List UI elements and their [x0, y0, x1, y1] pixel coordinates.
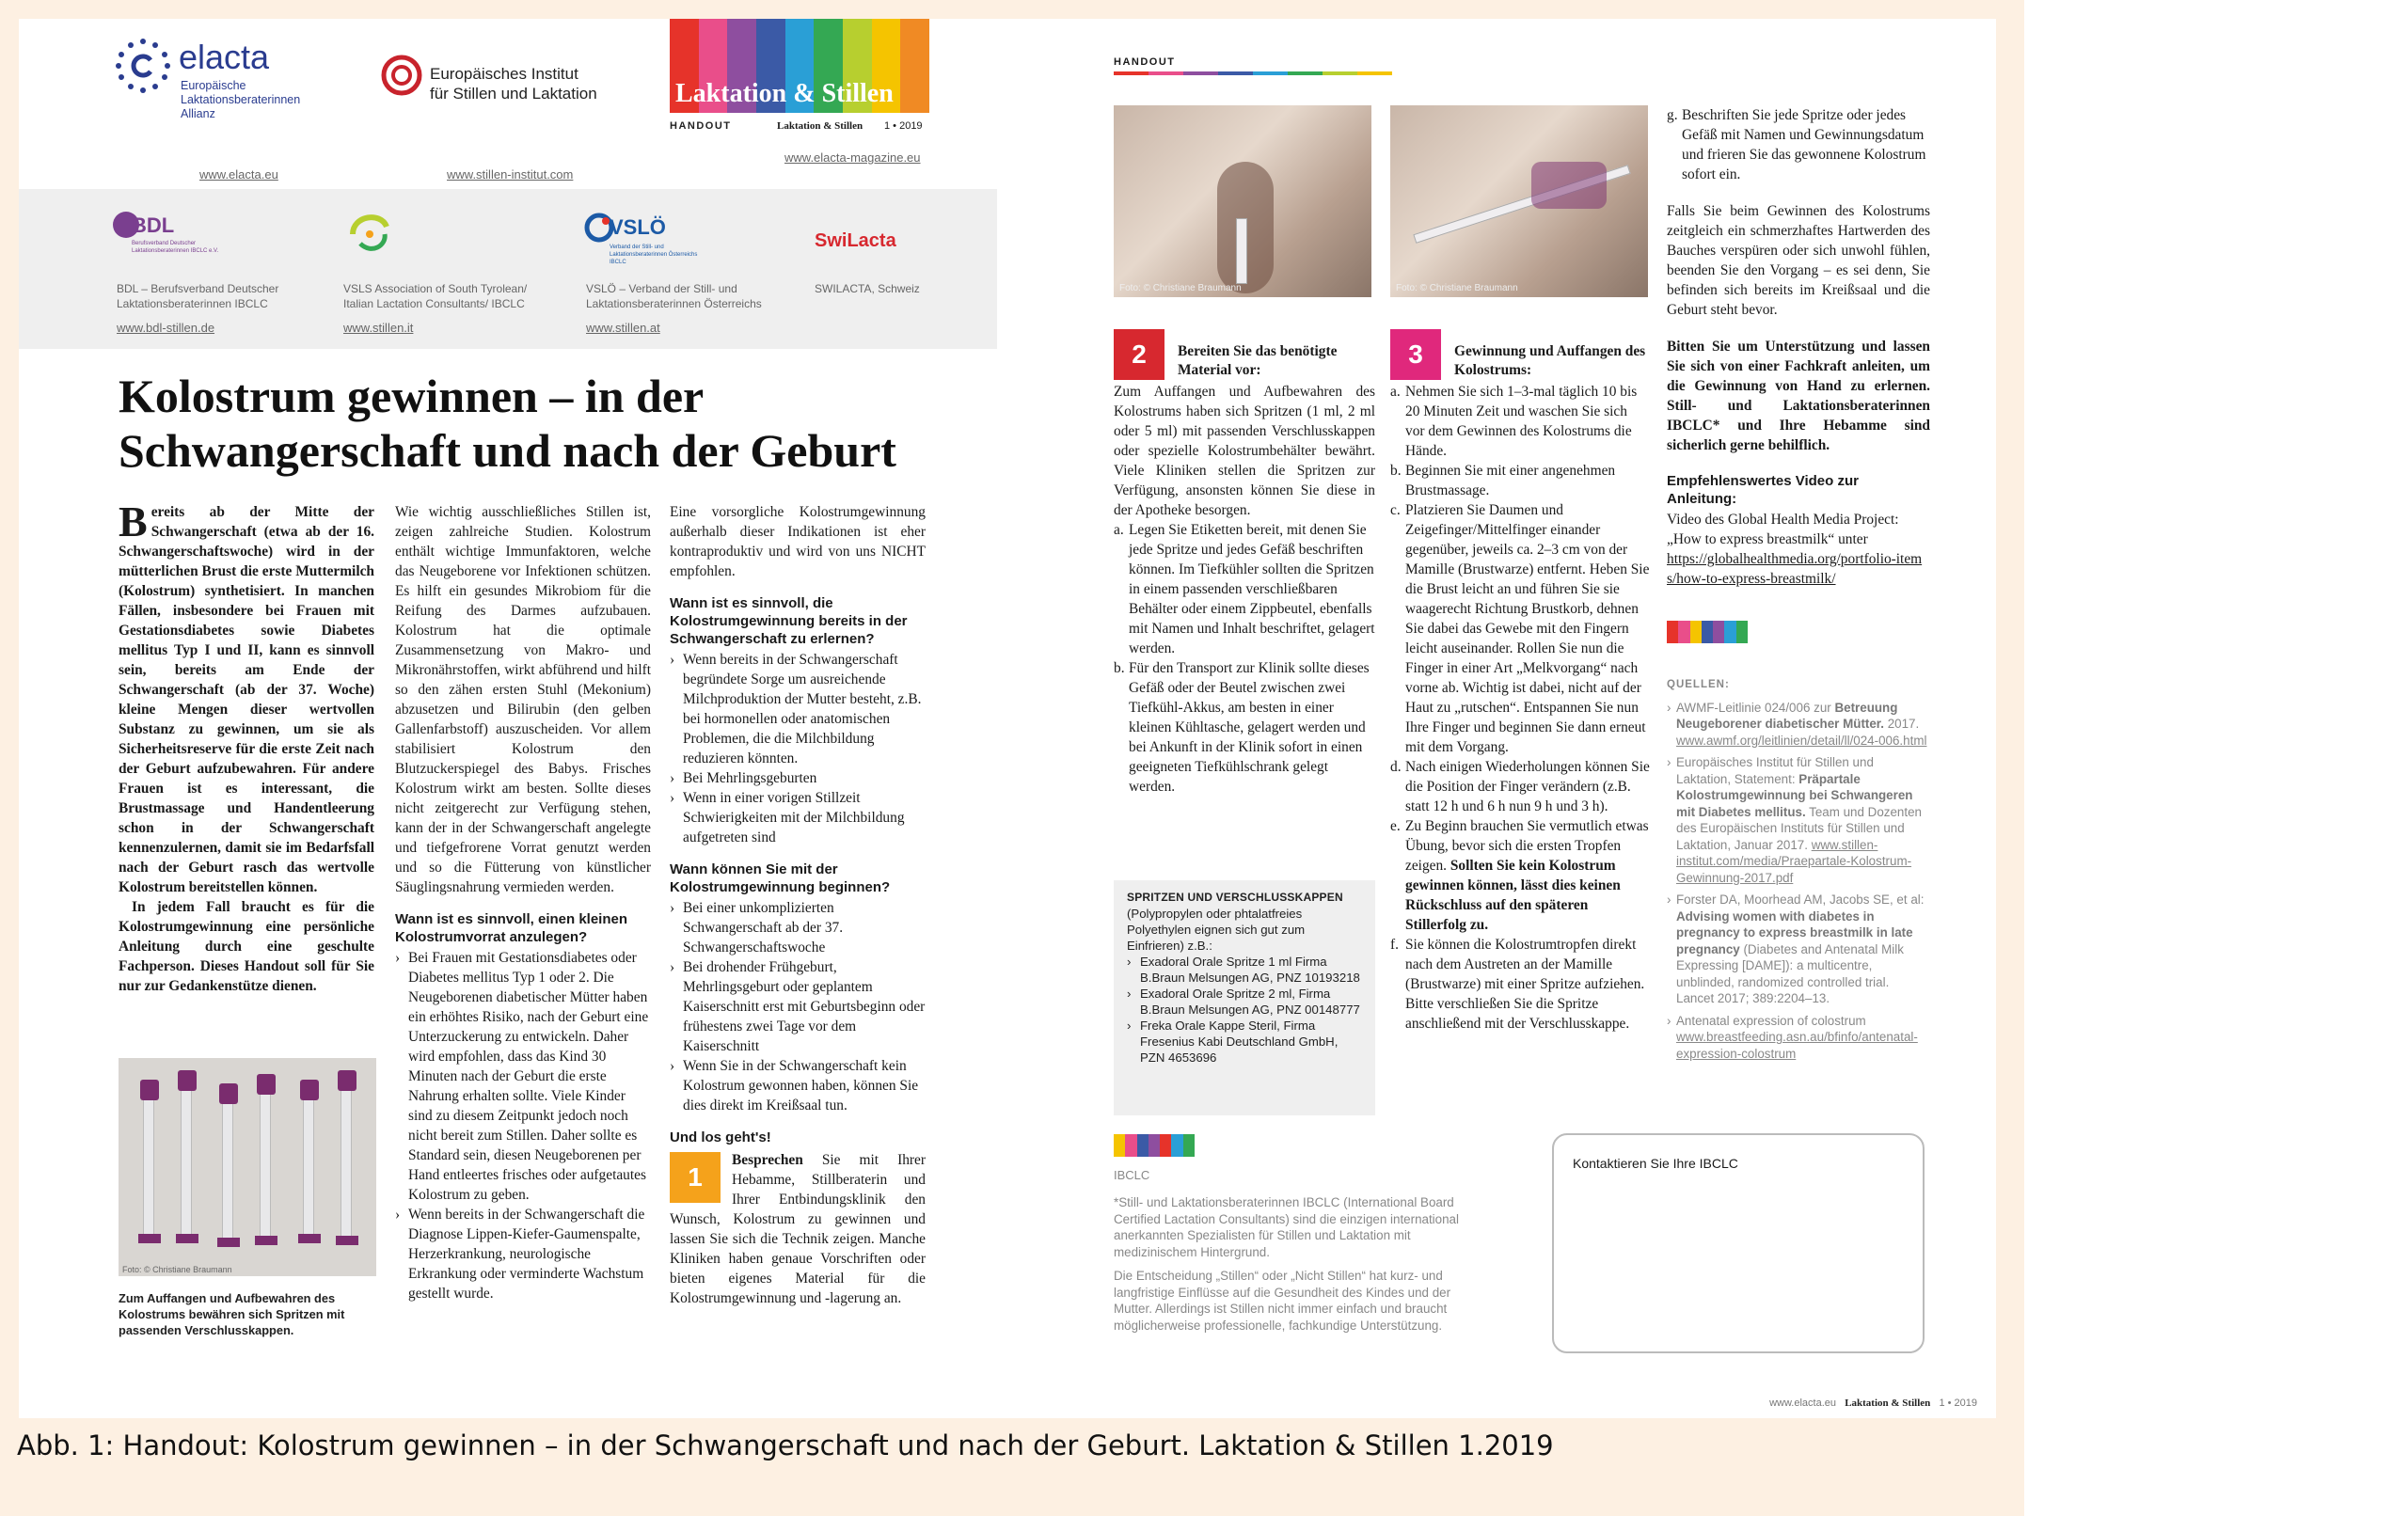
dropcap: B [119, 497, 148, 545]
list-item: › Wenn bereits in der Schwangerschaft die Diagnose Lippen-Kiefer-Gaumenspalte, Herzerkrankung, neurologische Erkrankung oder verminderte Wachstum gestellt wurde. [395, 1205, 651, 1303]
list-item: g. Beschriften Sie jede Spritze oder jedes Gefäß mit Namen und Gewinnungsdatum und frieren Sie das gewonnene Kolostrum sofort ein. [1667, 107, 1926, 182]
ibclc-title: IBCLC [1114, 1168, 1150, 1182]
col3-heading-2: Wann können Sie mit der Kolostrumgewinnung beginnen? [670, 861, 891, 895]
elacta-name: elacta [179, 38, 270, 76]
ibclc-p2: Die Entscheidung „Stillen“ oder „Nicht Stillen“ hat kurz- und langfristige Einflüsse auf die Gesundheit des Kindes und der Mutter. Allerdings ist Stillen nicht immer einfach und braucht möglicherweise professionelle, fachkundige Unterstützung. [1114, 1269, 1451, 1333]
list-item: › Wenn in einer vorigen Stillzeit Schwierigkeiten mit der Milchbildung aufgetreten sind [670, 788, 926, 847]
elacta-star-icon [113, 36, 173, 96]
ls-issue-num: 1 • 2019 [884, 120, 923, 132]
source-link[interactable]: www.awmf.org/leitlinien/detail/ll/024-006.html [1676, 733, 1927, 748]
ibclc-colorbar [1114, 1134, 1195, 1157]
step2-number: 2 [1114, 329, 1164, 380]
page-title [119, 369, 965, 478]
step3-list-continued [1667, 105, 1930, 184]
step2-title: Bereiten Sie das benötigte Material vor: [1178, 343, 1338, 378]
source-link[interactable]: www.stillen-institut.com/media/Praepartale-Kolostrum-Gewinnung-2017.pdf [1676, 837, 1912, 885]
step1-title: Besprechen [732, 1152, 803, 1168]
page-title-line2: Schwangerschaft und nach der Geburt [119, 424, 896, 477]
support-paragraph: Bitten Sie um Unterstützung und lassen Sie sich von einer Fachkraft anleiten, um die Gewinnung von Hand zu erlernen. Still- und Laktationsberaterinnen IBCLC* und Ihre Hebamme sind sicherlich gerne behilflich. [1667, 339, 1930, 453]
step3-title: Gewinnung und Auffangen des Kolostrums: [1454, 343, 1646, 378]
step3-number: 3 [1390, 329, 1441, 380]
vsls-cap1: VSLS Association of South Tyrolean/ [343, 282, 528, 295]
esl-spiral-icon [381, 55, 422, 96]
col2-list [395, 948, 651, 1303]
vsls-logo [343, 206, 396, 262]
list-item: e. Zu Beginn brauchen Sie vermutlich etwas Übung, bevor sich die ersten Tropfen zeigen. Sollten Sie kein Kolostrum gewinnen können, lässt dies keinen Rückschluss auf den späteren Stillerfolg zu. [1390, 818, 1649, 933]
ls-issue-name: Laktation & Stillen [777, 120, 863, 132]
elacta-sub3: Allianz [181, 107, 215, 120]
ls-magazine-logo [670, 19, 929, 169]
source-item: › Forster DA, Moorhead AM, Jacobs SE, et al: Advising women with diabetes in pregnancy to express breastmilk in late pregnancy (Diabetes and Antenatal Milk Expressing [DAME]): a multicentre, unblinded, randomized controlled trial. Lancet 2017; 389:2204–13. [1667, 892, 1930, 1007]
right-handout-label: HANDOUT [1114, 56, 1176, 68]
source-item: › Antenatal expression of colostrum www.breastfeeding.asn.au/bfinfo/antenatal-expression-colostrum [1667, 1013, 1930, 1063]
list-item: › Bei Mehrlingsgeburten [670, 768, 926, 788]
bdl-cap1: BDL – Berufsverband Deutscher [117, 282, 279, 295]
col3-list-2 [670, 898, 926, 1115]
swilacta-mark: SwiLacta [815, 230, 896, 251]
step3-list [1390, 382, 1650, 1034]
ibclc-p1: *Still- und Laktationsberaterinnen IBCLC (International Board Certified Lactation Consultants) sind die einzigen international anerkannten Spezialisten für Stillen und Laktation mit medizinischem Hintergrund. [1114, 1195, 1459, 1259]
syringes-photo-credit: Foto: © Christiane Braumann [122, 1265, 232, 1274]
elacta-sub2: Laktationsberaterinnen [181, 93, 301, 106]
spritzen-box [1114, 880, 1375, 1115]
spritzen-list [1127, 954, 1362, 1066]
list-item: › Exadoral Orale Spritze 2 ml, Firma B.Braun Melsungen AG, PNZ 00148777 [1127, 986, 1362, 1018]
list-item: b. Beginnen Sie mit einer angenehmen Brustmassage. [1390, 463, 1616, 498]
handout-sheet [19, 19, 1996, 1418]
vsloe-cap1: VSLÖ – Verband der Still- und [586, 282, 737, 295]
source-item: › Europäisches Institut für Stillen und Laktation, Statement: Präpartale Kolostrumgewinnung bei Schwangeren mit Diabetes mellitus. Team und Dozenten des Europäischen Instituts für Stillen und Laktation, Januar 2017. www.stillen-institut.com/media/Praepartale-Kolostrum-Gewinnung-2017.pdf [1667, 754, 1930, 886]
list-item: b. Für den Transport zur Klinik sollte dieses Gefäß oder der Beutel zwischen zwei Tiefkühl-Akkus, am besten in einer kleinen Kühltasche, gelagert werden und bei Ankunft in der Klinik sofort in einen geeigneten Tiefkühlschrank gelegt werden. [1114, 660, 1370, 795]
list-item: › Exadoral Orale Spritze 1 ml Firma B.Braun Melsungen AG, PNZ 10193218 [1127, 954, 1362, 986]
video-heading: Empfehlenswertes Video zur Anleitung: [1667, 473, 1859, 507]
figure-caption: Abb. 1: Handout: Kolostrum gewinnen – in der Schwangerschaft und nach der Geburt. Laktation & Stillen 1.2019 [17, 1429, 1554, 1461]
syringes-photo-caption: Zum Auffangen und Aufbewahren des Kolostrums bewähren sich Spritzen mit passenden Verschlusskappen. [119, 1291, 345, 1337]
step1-text: Sie mit Ihrer Hebamme, Stillberaterin und Ihrer Entbindungsklinik den Wunsch, Kolostrum zu gewinnen und lassen Sie sich die Technik zeigen. Manche Kliniken haben genaue Vorschriften oder bieten eigenes Material für die Kolostrumgewinnung und -lagerung an. [670, 1152, 926, 1306]
list-item: › Freka Orale Kappe Steril, Firma Fresenius Kabi Deutschland GmbH, PZN 4653696 [1127, 1018, 1362, 1066]
footer-issue: 1 • 2019 [1939, 1398, 1977, 1409]
vsls-cap2: Italian Lactation Consultants/ IBCLC [343, 297, 525, 310]
bdl-url[interactable]: www.bdl-stillen.de [117, 321, 215, 335]
contact-label: Kontaktieren Sie Ihre IBCLC [1573, 1156, 1738, 1171]
spritzen-title: SPRITZEN UND VERSCHLUSSKAPPEN [1127, 891, 1343, 904]
vsloe-url[interactable]: www.stillen.at [586, 321, 660, 335]
swilacta-cap1: SWILACTA, Schweiz [815, 282, 920, 295]
source-item: › AWMF-Leitlinie 024/006 zur Betreuung Neugeborener diabetischer Mütter. 2017. www.awmf.org/leitlinien/detail/ll/024-006.html [1667, 700, 1930, 750]
esl-url[interactable]: www.stillen-institut.com [447, 167, 574, 182]
column-far-right [1667, 105, 1930, 589]
page-title-line1: Kolostrum gewinnen – in der [119, 370, 705, 422]
list-item: › Wenn bereits in der Schwangerschaft begründete Sorge um ausreichende Milchproduktion der Mutter besteht, z.B. bei hormonellen oder anatomischen Problemen, die die Milchbildung reduzieren könnten. [670, 650, 926, 768]
list-item: › Bei einer unkomplizierten Schwangerschaft ab der 37. Schwangerschaftswoche [670, 898, 926, 957]
sources-title: QUELLEN: [1667, 679, 1730, 690]
list-item: d. Nach einigen Wiederholungen können Sie die Position der Finger verändern (z.B. statt 12 h und 6 h nun 9 h und 3 h). [1390, 759, 1650, 814]
column-2 [395, 502, 651, 1303]
elacta-sub1: Europäische [181, 79, 246, 92]
list-item: a. Legen Sie Etiketten bereit, mit denen Sie jede Spritze und jedes Gefäß beschriften können. Im Tiefkühler sollten die Spritzen in einem passenden verschließbaren Behälter oder einem Zippbeutel, ebenfalls mit Namen und Inhalt beschriftet, gelagert werden. [1114, 522, 1375, 656]
video-link[interactable]: https://globalhealthmedia.org/portfolio-items/how-to-express-breastmilk/ [1667, 551, 1923, 587]
esl-name1: Europäisches Institut [430, 65, 578, 83]
quellen-colorbar [1667, 621, 1748, 643]
spritzen-sub: (Polypropylen oder phtalatfreies Polyethylen eignen sich gut zum Einfrieren) z.B.: [1127, 907, 1306, 953]
col3-heading-1: Wann ist es sinnvoll, die Kolostrumgewinnung bereits in der Schwangerschaft zu erlernen? [670, 595, 908, 647]
ls-handout: HANDOUT [670, 120, 732, 132]
vsls-swirl-icon [343, 206, 396, 259]
syringes-photo [119, 1058, 376, 1276]
ls-url[interactable]: www.elacta-magazine.eu [784, 150, 921, 165]
vsloe-sub: Verband der Still- und Laktationsberaterinnen Österreichs IBCLC [610, 245, 698, 265]
partner-logo-bar [19, 189, 997, 349]
list-item: f. Sie können die Kolostrumtropfen direkt nach dem Austreten an der Mamille (Brustwarze) mit einer Spritze aufziehen. Bitte verschließen Sie die Spritze anschließend mit der Verschlusskappe. [1390, 937, 1645, 1032]
list-item: › Bei drohender Frühgeburt, Mehrlingsgeburt oder geplantem Kaiserschnitt erst mit Geburtsbeginn oder frühestens zwei Tage vor dem Kaiserschnitt [670, 957, 926, 1056]
ibclc-text [1114, 1194, 1475, 1334]
expression-photo-1 [1114, 105, 1371, 297]
photo-1-credit: Foto: © Christiane Braumann [1119, 283, 1242, 293]
step1-number: 1 [670, 1152, 721, 1203]
esl-name2: für Stillen und Laktation [430, 85, 597, 103]
step2-column [1114, 329, 1375, 797]
vsls-url[interactable]: www.stillen.it [343, 321, 414, 335]
step2-header [1114, 329, 1375, 380]
video-text: Video des Global Health Media Project: „How to express breastmilk“ unter [1667, 512, 1899, 547]
bdl-mark: BDL [132, 213, 175, 237]
footer-url: www.elacta.eu [1769, 1398, 1837, 1409]
step2-list [1114, 520, 1375, 797]
intro-paragraph: Bereits ab der Mitte der Schwangerschaft (etwa ab der 16. Schwangerschaftswoche) wird in der mütterlichen Brust die erste Muttermilch (Kolostrum) synthetisiert. In manchen Fällen, insbesondere bei Frauen mit Gestationsdiabetes sowie Diabetes mellitus Typ I und II, kann es sinnvoll sein, bereits am Ende der Schwangerschaft (ab der 37. Woche) kleine Mengen dieser wertvollen Substanz zu gewinnen, um sie als Sicherheitsreserve für die erste Zeit nach der Geburt aufzubewahren. Für andere Frauen ist es interessant, die Brustmassage und Handentleerung schon in der Schwangerschaft kennenzulernen, damit sie im Bedarfsfall nach der Geburt rasch das wertvolle Kolostrum bereitstellen können. [119, 497, 374, 895]
intro-paragraph-2: In jedem Fall braucht es für die Kolostrumgewinnung eine persönliche Anleitung durch eine geschulte Fachperson. Dieses Handout soll für Sie nur zur Gedankenstütze dienen. [119, 899, 374, 994]
sources-section [1667, 677, 1930, 1067]
footer-name: Laktation & Stillen [1845, 1398, 1931, 1409]
bdl-cap2: Laktationsberaterinnen IBCLC [117, 297, 268, 310]
list-item: › Bei Frauen mit Gestationsdiabetes oder Diabetes mellitus Typ 1 oder 2. Die Neugeborenen diabetischer Mütter haben ein erhöhtes Risiko, nach der Geburt eine Unterzuckerung zu entwickeln. Daher wird empfohlen, dass das Kind 30 Minuten nach der Geburt die erste Nahrung erhalten sollte. Viele Kinder sind zu diesem Zeitpunkt jedoch noch nicht bereit zum Stillen. Daher sollte es Standard sein, diesen Neugeborenen per Hand entleertes frisches oder aufgetautes Kolostrum zu geben. [395, 948, 651, 1205]
elacta-url[interactable]: www.elacta.eu [199, 167, 278, 182]
list-item: c. Platzieren Sie Daumen und Zeigefinger/Mittelfinger einander gegenüber, jeweils ca. 2–3 cm von der Mamille (Brustwarze) entfernt. Heben Sie die Brust leicht an und führen Sie sie waagerecht Richtung Brustkorb, dehnen Sie dabei das Gewebe mit den Fingern leicht auseinander. Rollen Sie nun die Finger in einer Art „Melkvorgang“ nach vorne ab. Wichtig ist dabei, nicht auf der Haut zu „rutschen“. Entspannen Sie nun Ihre Finger und beginnen Sie dann erneut mit dem Vorgang. [1390, 502, 1650, 755]
page-footer [1769, 1398, 1977, 1409]
list-item: › Wenn Sie in der Schwangerschaft kein Kolostrum gewonnen haben, können Sie dies direkt im Kreißsaal tun. [670, 1056, 926, 1115]
column-1 [119, 497, 374, 996]
step2-text: Zum Auffangen und Aufbewahren des Kolostrums haben sich Spritzen (1 ml, 2 ml oder 5 ml) mit passenden Verschlusskappen oder spezielle Kolostrumbehälter bewährt. Viele Kliniken stellen die Spritzen zur Verfügung, ansonsten können Sie diese in der Apotheke besorgen. [1114, 384, 1375, 518]
step3-header [1390, 329, 1650, 380]
source-link[interactable]: www.breastfeeding.asn.au/bfinfo/antenatal-expression-colostrum [1676, 1030, 1918, 1061]
right-header-colorbar [1114, 71, 1392, 75]
step1 [670, 1150, 926, 1308]
vsloe-cap2: Laktationsberaterinnen Österreichs [586, 297, 762, 310]
column-3 [670, 502, 926, 1308]
col2-paragraph: Wie wichtig ausschließliches Stillen ist, zeigen zahlreiche Studien. Kolostrum enthält wichtige Immunfaktoren, welche das Neugeborene vor Infektionen schützen. Es hilft ein gesundes Mikrobiom für die Reifung des Darmes aufzubauen. Kolostrum hat die optimale Zusammensetzung von Makro- und Mikronährstoffen, wirkt abführend und hilft so den zähen ersten Stuhl (Mekonium) abzusetzen und Bilirubin (den gelben Gallenfarbstoff) auszuscheiden. Vor allem stabilisiert Kolostrum den Blutzuckerspiegel des Babys. Frisches Kolostrum wirkt am besten. Sollte dieses nicht zeitgerecht zur Verfügung stehen, kann der in der Schwangerschaft angelegte und tiefgefrorene Vorrat genutzt werden und so die Fütterung von künstlicher Säuglingsnahrung vermieden werden. [395, 504, 651, 895]
photo-2-credit: Foto: © Christiane Braumann [1396, 283, 1518, 293]
step3-column [1390, 329, 1650, 1034]
expression-photo-2 [1390, 105, 1648, 297]
vsloe-mark: VSLÖ [610, 215, 666, 239]
col3-heading-3: Und los geht's! [670, 1129, 771, 1145]
contact-box[interactable] [1552, 1133, 1925, 1353]
bdl-sub: Berufsverband Deutscher Laktationsberaterinnen IBCLC e.V. [132, 241, 219, 254]
col2-heading: Wann ist es sinnvoll, einen kleinen Kolostrumvorrat anzulegen? [395, 911, 628, 945]
col3-list-1 [670, 650, 926, 847]
warning-paragraph: Falls Sie beim Gewinnen des Kolostrums zeitgleich ein schmerzhaftes Hartwerden des Bauches verspüren oder sich unwohl fühlen, beenden Sie den Vorgang – es sei denn, Sie befinden sich bereits im Kreißsaal und die Geburt steht bevor. [1667, 203, 1930, 318]
list-item: a. Nehmen Sie sich 1–3-mal täglich 10 bis 20 Minuten Zeit und waschen Sie sich vor dem Gewinnen des Kolostrums die Hände. [1390, 384, 1638, 459]
ls-title: Laktation & Stillen [675, 79, 894, 108]
col3-paragraph: Eine vorsorgliche Kolostrumgewinnung außerhalb dieser Indikationen ist eher kontraproduktiv und wird von uns NICHT empfohlen. [670, 504, 926, 579]
